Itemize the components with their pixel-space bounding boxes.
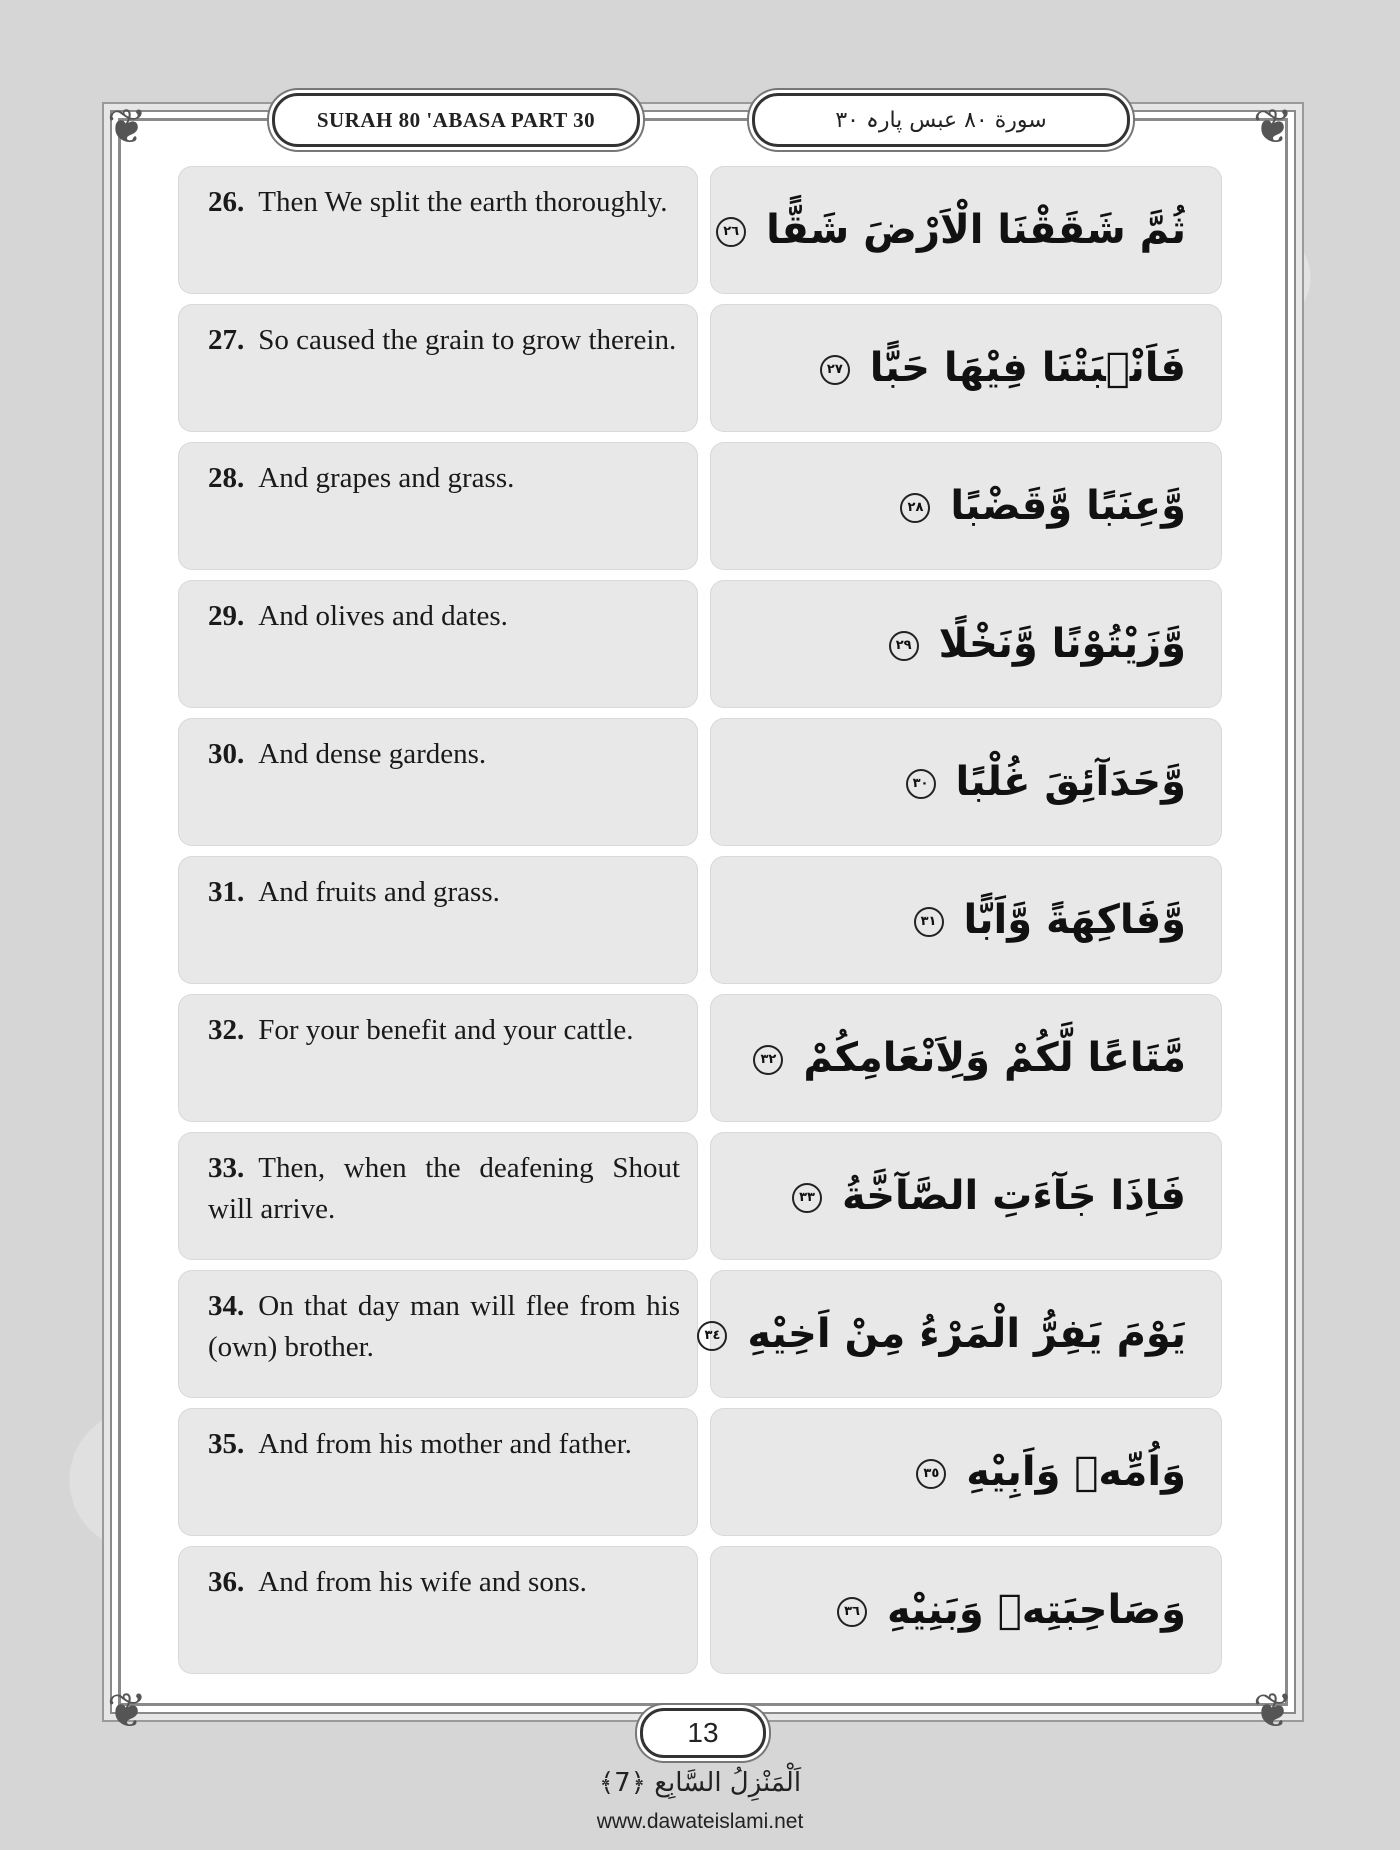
verse-row <box>178 994 1222 1122</box>
english-text: And grapes and grass. <box>258 462 515 494</box>
verse-row <box>178 304 1222 432</box>
ornament-corner-icon: ❦ <box>106 99 148 155</box>
verse-row <box>178 166 1222 294</box>
english-text: And olives and dates. <box>258 600 508 632</box>
verse-number: 26. <box>208 186 245 218</box>
english-translation <box>178 1546 698 1674</box>
verse-number: 27. <box>208 324 245 356</box>
ayah-end-marker: ٣١ <box>914 907 944 937</box>
english-translation <box>178 1132 698 1260</box>
arabic-verse <box>710 1132 1222 1260</box>
arabic-verse <box>710 856 1222 984</box>
verse-number: 36. <box>208 1566 245 1598</box>
english-text: And fruits and grass. <box>258 876 500 908</box>
header-english-title: SURAH 80 'ABASA PART 30 <box>316 107 596 132</box>
ayah-end-marker: ٣٣ <box>792 1183 822 1213</box>
ayah-end-marker: ٣٥ <box>916 1459 946 1489</box>
arabic-text: يَوْمَ يَفِرُّ الْمَرْءُ مِنْ اَخِيْهِ <box>747 1311 1186 1357</box>
english-text: And from his mother and father. <box>258 1428 632 1460</box>
arabic-verse <box>710 580 1222 708</box>
verse-number: 35. <box>208 1428 245 1460</box>
verse-row <box>178 1408 1222 1536</box>
english-translation <box>178 580 698 708</box>
arabic-verse <box>710 166 1222 294</box>
verse-row <box>178 1546 1222 1674</box>
english-translation <box>178 856 698 984</box>
verse-row <box>178 718 1222 846</box>
arabic-text: فَاَنْۢبَتْنَا فِيْهَا حَبًّا <box>869 345 1186 391</box>
manzil-label: اَلْمَنْزِلُ السَّابِع ﴿7﴾ <box>598 1768 802 1798</box>
ornament-corner-icon: ❦ <box>1252 99 1294 155</box>
verse-row <box>178 856 1222 984</box>
arabic-verse <box>710 1408 1222 1536</box>
verse-number: 34. <box>208 1290 245 1322</box>
ayah-end-marker: ٢٨ <box>900 493 930 523</box>
verse-number: 32. <box>208 1014 245 1046</box>
header-arabic-title: سورة ۸۰ عبس پارہ ۳۰ <box>835 107 1047 133</box>
ayah-end-marker: ٢٦ <box>716 217 746 247</box>
english-translation <box>178 166 698 294</box>
arabic-text: وَّفَاكِهَةً وَّاَبًّا <box>963 897 1186 943</box>
header-arabic-title-box <box>752 93 1130 147</box>
english-translation <box>178 442 698 570</box>
english-translation <box>178 994 698 1122</box>
arabic-verse <box>710 994 1222 1122</box>
english-translation <box>178 718 698 846</box>
arabic-verse <box>704 1270 1222 1398</box>
ornament-corner-icon: ❦ <box>106 1683 148 1739</box>
english-text: And from his wife and sons. <box>258 1566 587 1598</box>
verse-row <box>178 580 1222 708</box>
header-english-title-box <box>272 93 640 147</box>
verse-number: 31. <box>208 876 245 908</box>
english-translation <box>178 1408 698 1536</box>
verse-number: 28. <box>208 462 245 494</box>
ayah-end-marker: ٣٤ <box>697 1321 727 1351</box>
english-text: On that day man will flee from his (own) brother. <box>208 1290 680 1363</box>
arabic-text: وَّزَيْتُوْنًا وَّنَخْلًا <box>938 621 1186 667</box>
ayah-end-marker: ٣٦ <box>837 1597 867 1627</box>
verse-number: 33. <box>208 1152 245 1184</box>
english-text: For your benefit and your cattle. <box>258 1014 634 1046</box>
arabic-text: ثُمَّ شَقَقْنَا الْاَرْضَ شَقًّا <box>766 207 1186 253</box>
verse-number: 30. <box>208 738 245 770</box>
verse-number: 29. <box>208 600 245 632</box>
verse-row <box>178 1270 1222 1398</box>
english-text: So caused the grain to grow therein. <box>258 324 677 356</box>
english-translation <box>178 304 698 432</box>
english-text: Then, when the deafening Shout will arrive. <box>208 1152 680 1225</box>
verse-row <box>178 442 1222 570</box>
arabic-text: فَاِذَا جَآءَتِ الصَّآخَّةُ <box>841 1173 1186 1219</box>
ayah-end-marker: ٢٩ <box>889 631 919 661</box>
english-text: And dense gardens. <box>258 738 487 770</box>
english-translation <box>178 1270 698 1398</box>
arabic-text: وَّحَدَآئِقَ غُلْبًا <box>955 759 1186 805</box>
arabic-verse <box>710 442 1222 570</box>
arabic-verse <box>710 304 1222 432</box>
arabic-text: وَّعِنَبًا وَّقَضْبًا <box>950 483 1186 529</box>
ayah-end-marker: ٢٧ <box>820 355 850 385</box>
ayah-end-marker: ٣٠ <box>906 769 936 799</box>
verse-row <box>178 1132 1222 1260</box>
ornament-corner-icon: ❦ <box>1252 1683 1294 1739</box>
website-link[interactable]: www.dawateislami.net <box>596 1810 804 1833</box>
verse-table <box>178 166 1222 1684</box>
arabic-text: وَصَاحِبَتِهٖ وَبَنِيْهِ <box>886 1587 1186 1633</box>
arabic-verse <box>710 1546 1222 1674</box>
arabic-text: وَاُمِّهٖ وَاَبِيْهِ <box>966 1449 1186 1495</box>
arabic-text: مَّتَاعًا لَّكُمْ وَلِاَنْعَامِكُمْ <box>803 1035 1186 1081</box>
page-number: 13 <box>640 1708 766 1758</box>
english-text: Then We split the earth thoroughly. <box>258 186 668 218</box>
ayah-end-marker: ٣٢ <box>753 1045 783 1075</box>
arabic-verse <box>710 718 1222 846</box>
